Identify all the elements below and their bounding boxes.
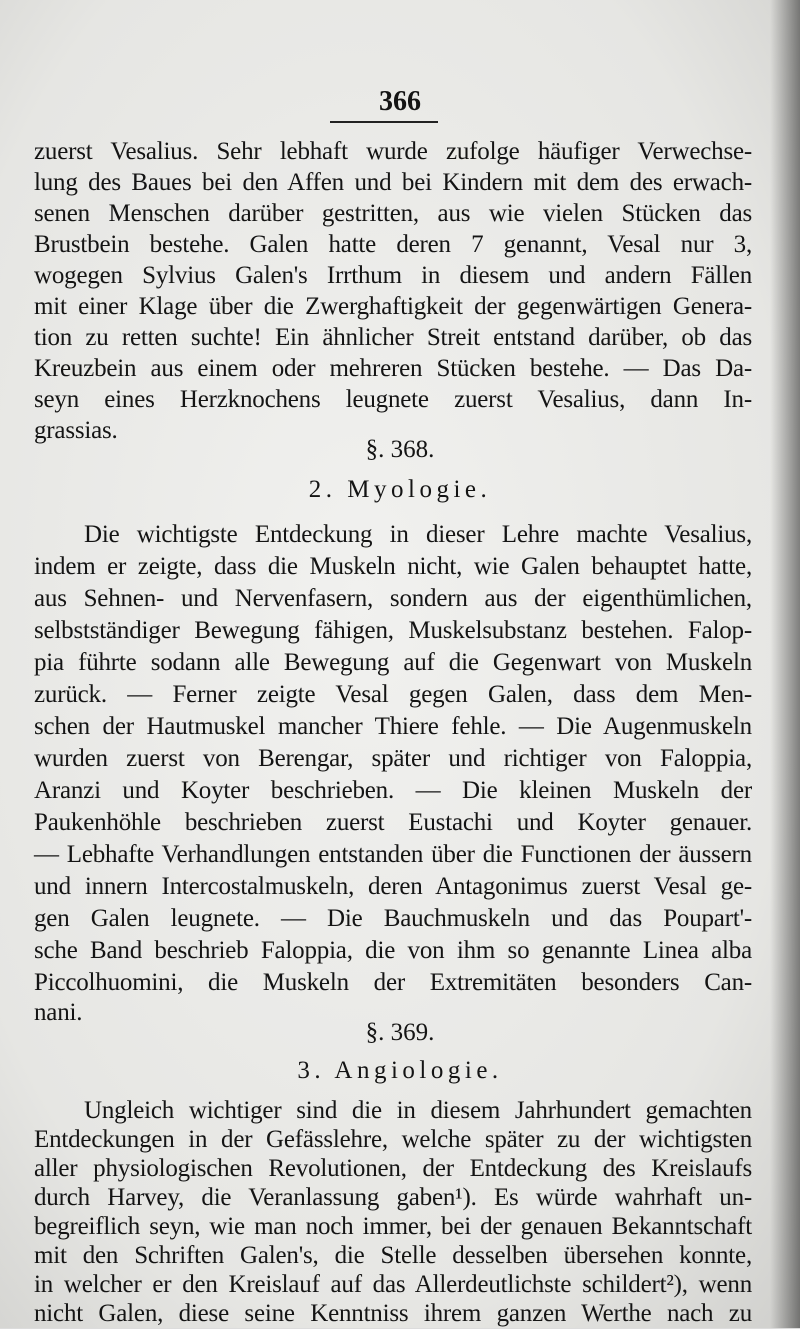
- text-line: sche Band beschrieb Faloppia, die von ihm so genannte Linea alba: [34, 937, 752, 964]
- text-line: zuerst Vesalius. Sehr lebhaft wurde zufolge häufiger Verwechse-: [34, 138, 752, 165]
- text-line: schen der Hautmuskel mancher Thiere fehle. — Die Augenmuskeln: [34, 713, 752, 740]
- text-line: — Lebhafte Verhandlungen entstanden über die Functionen der äussern: [34, 841, 752, 868]
- text-line: lung des Baues bei den Affen und bei Kindern mit dem des erwach-: [34, 169, 752, 196]
- text-line: gen Galen leugnete. — Die Bauchmuskeln und das Poupart'-: [34, 905, 752, 932]
- text-line: wurden zuerst von Berengar, später und richtiger von Faloppia,: [34, 745, 752, 772]
- text-line: pia führte sodann alle Bewegung auf die Gegenwart von Muskeln: [34, 649, 752, 676]
- text-line: wogegen Sylvius Galen's Irrthum in diesem und andern Fällen: [34, 262, 752, 289]
- text-line: Brustbein bestehe. Galen hatte deren 7 genannt, Vesal nur 3,: [34, 231, 752, 258]
- text-line: seyn eines Herzknochens leugnete zuerst Vesalius, dann In-: [34, 386, 752, 413]
- text-line: durch Harvey, die Veranlassung gaben¹). Es würde wahrhaft un-: [34, 1184, 752, 1211]
- page-number: 366: [379, 86, 421, 117]
- text-line: indem er zeigte, dass die Muskeln nicht, wie Galen behauptet hatte,: [34, 553, 752, 580]
- text-line: in welcher er den Kreislauf auf das Allerdeutlichste schildert²), wenn: [34, 1271, 752, 1298]
- section-title: 2. Myologie.: [308, 476, 492, 503]
- text-line: aus Sehnen- und Nervenfasern, sondern aus der eigenthümlichen,: [34, 585, 752, 612]
- text-line: begreiflich seyn, wie man noch immer, bei der genauen Bekanntschaft: [34, 1213, 752, 1240]
- header-rule: [330, 121, 438, 123]
- text-line: nani.: [34, 999, 83, 1026]
- text-line: Ungleich wichtiger sind die in diesem Jahrhundert gemachten: [84, 1097, 752, 1124]
- text-line: selbstständiger Bewegung fähigen, Muskelsubstanz bestehen. Falop-: [34, 617, 752, 644]
- text-line: Paukenhöhle beschrieben zuerst Eustachi und Koyter genauer.: [34, 809, 752, 836]
- text-line: nicht Galen, diese seine Kenntniss ihrem ganzen Werthe nach zu: [34, 1300, 752, 1327]
- section-title: 3. Angiologie.: [297, 1057, 503, 1084]
- text-line: Entdeckungen in der Gefässlehre, welche später zu der wichtigsten: [34, 1126, 752, 1153]
- text-line: und innern Intercostalmuskeln, deren Antagonimus zuerst Vesal ge-: [34, 873, 752, 900]
- text-line: mit den Schriften Galen's, die Stelle desselben übersehen konnte,: [34, 1242, 752, 1269]
- text-line: aller physiologischen Revolutionen, der Entdeckung des Kreislaufs: [34, 1155, 752, 1182]
- text-line: mit einer Klage über die Zwerghaftigkeit der gegenwärtigen Genera-: [34, 293, 752, 320]
- section-number: §. 368.: [365, 436, 435, 463]
- text-line: Aranzi und Koyter beschrieben. — Die kleinen Muskeln der: [34, 777, 752, 804]
- text-line: senen Menschen darüber gestritten, aus wie vielen Stücken das: [34, 200, 752, 227]
- text-line: tion zu retten suchte! Ein ähnlicher Streit entstand darüber, ob das: [34, 324, 752, 351]
- text-line: zurück. — Ferner zeigte Vesal gegen Galen, dass dem Men-: [34, 681, 752, 708]
- text-line: Kreuzbein aus einem oder mehreren Stücken bestehe. — Das Da-: [34, 355, 752, 382]
- text-line: Piccolhuomini, die Muskeln der Extremitäten besonders Can-: [34, 969, 752, 996]
- text-line: grassias.: [34, 417, 118, 444]
- text-line: Die wichtigste Entdeckung in dieser Lehre machte Vesalius,: [84, 521, 752, 548]
- section-number: §. 369.: [365, 1019, 435, 1046]
